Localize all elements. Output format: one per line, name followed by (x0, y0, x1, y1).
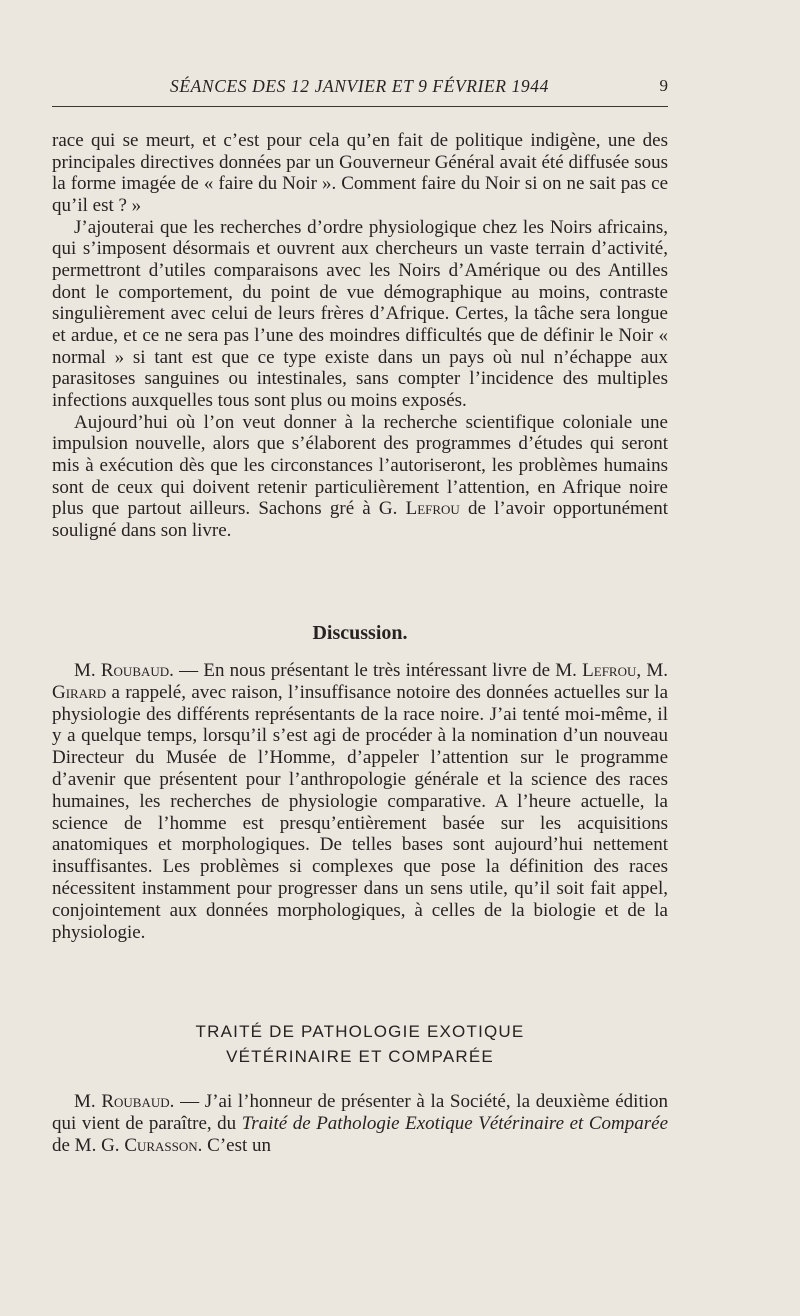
paragraph-3 (52, 412, 668, 542)
section-speaker-prefix: M. (74, 1091, 96, 1112)
discussion-paragraph (52, 660, 668, 943)
author-name-lefrou: Lefrou (405, 498, 460, 520)
discussion-heading: Discussion. (312, 622, 408, 644)
section-text-3: . C’est un (197, 1134, 272, 1156)
discussion-text-3: a rappelé, avec raison, l’insuffisance notoire des données actuelles sur la physiologie des différents représentants de la race noire. J’ai tenté moi-même, il y a quelque temps, lorsqu’il s’est agi de procéder à la nomination d’un nouveau Directeur du Musée de l’Homme, d’appeler l’attention sur le programme d’avenir que présentent pour l’anthropologie générale et la science des races humaines, les recherches de physiologie comparative. A l’heure actuelle, la science de l’homme est presqu’entièrement basée sur les acquisitions anatomiques et morphologiques. De telles bases sont aujourd’hui nettement insuffisantes. Les problèmes si complexes que pose la définition des races nécessitent instamment pour progresser dans un sens utile, qu’il soit fait appel, conjointement aux données morphologiques, à celles de la biologie et de la physiologie. (52, 681, 669, 943)
author-name-curasson: Curasson (124, 1134, 198, 1156)
section-paragraph (52, 1091, 668, 1156)
paragraph-1: race qui se meurt, et c’est pour cela qu’en fait de politique indigène, une des principales directives données par un Gouverneur Général avait été diffusée sous la forme imagée de « faire du Noir ». Comment faire du Noir si on ne sait pas ce qu’il est ? » (52, 130, 668, 216)
section-text-2: de M. G. (52, 1134, 120, 1156)
discussion-text-1: — En nous présentant le très intéressant livre de M. (179, 660, 577, 681)
name-girard: Girard (52, 681, 107, 703)
paragraph-3-text-a: Aujourd’hui où l’on veut donner à la recherche scientifique coloniale une impulsion nouvelle, alors que s’élaborent des programmes d’études qui seront mis à exécution dès que les circonstances l’autoriseront, les problèmes humains sont de ceux qui doivent retenir particulièrement l’attention, en Afrique noire plus que partout ailleurs. Sachons gré à G. (52, 411, 668, 520)
section-title-line-2: VÉTÉRINAIRE ET COMPARÉE (226, 1047, 494, 1066)
speaker-prefix: M. (74, 660, 96, 681)
discussion-text-2: , M. (636, 660, 668, 681)
main-text (52, 130, 668, 541)
running-header (52, 76, 668, 102)
running-title: SÉANCES DES 12 JANVIER ET 9 FÉVRIER 1944 (170, 76, 549, 96)
section-title-line-1: TRAITÉ DE PATHOLOGIE EXOTIQUE (195, 1022, 525, 1041)
paragraph-2: J’ajouterai que les recherches d’ordre physiologique chez les Noirs africains, qui s’imposent désormais et ouvrent aux chercheurs un vaste terrain d’activité, permettront d’utiles comparaisons avec les Noirs d’Amérique ou des Antilles dont le comportement, du point de vue démographique au moins, contraste singulièrement avec celui de leurs frères d’Afrique. Certes, la tâche sera longue et ardue, et ce ne sera pas l’une des moindres difficultés que de définir le Noir « normal » si tant est que ce type existe dans un pays où nul n’échappe aux parasitoses sanguines ou intestinales, sans compter l’incidence des multiples infections auxquelles tous sont plus ou moins exposés. (52, 216, 668, 411)
section-text-1: — J’ai l’honneur de présenter à la Société, la deuxième édition qui vient de paraître, du (52, 1091, 669, 1134)
paragraph-3-text-b: de l’avoir opportunément souligné dans son livre. (52, 498, 668, 541)
page-number: 9 (659, 76, 668, 95)
header-rule (52, 106, 668, 107)
book-title: Traité de Pathologie Exotique Vétérinaire et Comparée (241, 1112, 669, 1134)
discussion-text (52, 660, 668, 943)
section-text (52, 1091, 668, 1156)
section-speaker-name: Roubaud. (101, 1091, 175, 1112)
speaker-name: Roubaud. (100, 660, 174, 681)
name-lefrou: Lefrou (582, 660, 637, 681)
